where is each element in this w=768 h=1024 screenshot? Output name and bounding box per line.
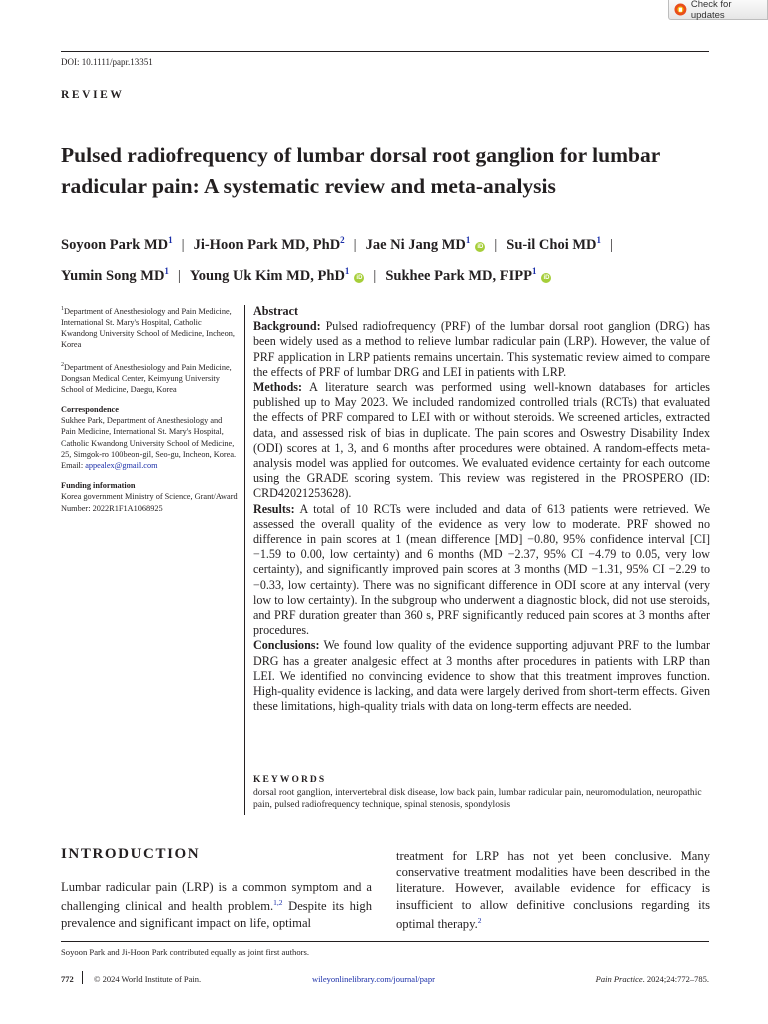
- title-line-2: radicular pain: A systematic review and meta-analysis: [61, 174, 556, 198]
- check-for-updates-label: Check for updates: [690, 0, 732, 21]
- page-number: 772: [61, 974, 74, 984]
- abstract-conclusions: Conclusions: We found low quality of the evidence supporting adjuvant PRF to the lumbar DRG has a greater analgesic effect at 3 months after procedures in patients with LRP than LEI. We identified no convincing evidence to show that this treatment improves function. High-quality evidence is lacking, and data were largely derived from short-term effects. Given these limitations, high-quality trials with data on long-term effects are needed.: [253, 638, 710, 714]
- affiliation-2: $^2$Department of Anesthesiology and Pain Medicine, Dongsan Medical Center, Keimyung University School of Medicine, Daegu, Korea: [61, 361, 232, 394]
- footer-divider: [82, 971, 83, 984]
- email-label: Email:: [61, 460, 84, 470]
- article-title: [61, 140, 711, 202]
- abstract-background: Background: Pulsed radiofrequency (PRF) of the lumbar dorsal root ganglion (DRG) has been widely used as a method to relieve lumbar radicular pain (LRP). However, the value of PRF application in LRP patients remains uncertain. This systematic review aimed to compare the effects of PRF of lumbar DRG and LEI in patients with LRP.: [253, 319, 710, 379]
- keywords: [253, 775, 710, 812]
- citation-link[interactable]: 1,2: [273, 898, 283, 908]
- author-affiliation[interactable]: 1: [596, 235, 602, 245]
- author-name[interactable]: Jae Ni Jang MD: [365, 237, 466, 253]
- header-rule: [61, 51, 709, 52]
- orcid-icon[interactable]: iD: [477, 244, 484, 250]
- introduction-heading: INTRODUCTION: [61, 846, 201, 862]
- footnote-rule: [61, 941, 709, 942]
- correspondence: [61, 404, 239, 471]
- funding-heading: Funding information: [61, 481, 136, 491]
- funding-text: Korea government Ministry of Science, Grant/Award Number: 2022R1F1A1068925: [61, 492, 238, 513]
- author-name[interactable]: Su-il Choi MD: [506, 237, 597, 253]
- journal-citation: Pain Practice. 2024;24:772–785.: [595, 974, 709, 984]
- abstract-divider: [244, 305, 245, 815]
- affiliation-1: $^1$Department of Anesthesiology and Pain Medicine, International St. Mary's Hospital, Catholic Kwandong University School of Medicine, Incheon, Korea: [61, 306, 235, 350]
- keywords-heading: KEYWORDS: [253, 775, 327, 785]
- article-sidebar: [61, 304, 239, 523]
- author-list: Soyoon Park $MD^1$ | Ji-Hoon Park MD, PhD$^2$ | Jae Ni Jang $MD^1iD$ | Su-il Choi $MD^1$ | Yumin Song $MD^1$ | Young Uk Kim MD, PhD$^1$iD | Sukhee Park MD, FIPP$^1$iD: [61, 235, 613, 284]
- author-name[interactable]: Yumin Song MD: [61, 268, 165, 284]
- abstract-results: Results: A total of 10 RCTs were included and data of 613 patients were retrieved. We assessed the overall quality of the evidence as very low to moderate. PRF showed no difference in pain scores at 1 (mean difference [MD] −0.80, 95% confidence interval [CI] −1.59 to 0.00, low certainty) and 6 months (MD −2.37, 95% CI −4.79 to 0.05, very low certainty), and significantly improved pain scores at 3 months (MD −1.31, 95% CI −2.29 to −0.33, low certainty). There was no significant difference in ODI score at any interval (very low to low certainty). In the subgroup who underwent a diagnostic block, did not use steroids, and PRF duration greater than 360 s, PRF significantly reduced pain scores at 3 months after procedures.: [253, 501, 710, 638]
- abstract-methods: Methods: A literature search was performed using well-known databases for articles published up to May 2023. We included randomized controlled trials (RCTs) that evaluated the effects of PRF compared to LEI with or without steroids. We screened articles, extracted data, and assessed risk of bias in duplicate. The pain scores and Oswestry Disability Index (ODI) scores at 1, 3, and 6 months after procedures were obtained. A random-effects meta-analysis model was applied for outcomes. We evaluated evidence certainty for each outcome using the GRADE scoring system. This review was registered in the PROSPERO (ID: CRD42021253628).: [253, 380, 711, 501]
- author-name[interactable]: Soyoon Park MD: [61, 237, 169, 253]
- author-affiliation[interactable]: 1: [465, 235, 471, 245]
- author-affiliation[interactable]: 2: [340, 235, 345, 245]
- journal-url-link[interactable]: wileyonlinelibrary.com/journal/papr: [312, 974, 435, 984]
- funding-information: [61, 480, 239, 514]
- check-for-updates-button[interactable]: [668, 0, 768, 20]
- title-line-1: Pulsed radiofrequency of lumbar dorsal root ganglion for lumbar: [61, 143, 661, 167]
- doi: DOI: 10.1111/papr.13351: [61, 57, 153, 67]
- footnote: Soyoon Park and Ji-Hoon Park contributed equally as joint first authors.: [61, 947, 309, 957]
- citation-link[interactable]: 2: [477, 915, 482, 925]
- abstract: [253, 304, 710, 714]
- author-name[interactable]: Ji-Hoon Park MD, PhD: [193, 237, 341, 253]
- section-label: REVIEW: [61, 89, 125, 101]
- author-affiliation[interactable]: 1: [168, 235, 173, 245]
- orcid-icon[interactable]: iD: [356, 275, 363, 281]
- copyright: © 2024 World Institute of Pain.: [94, 974, 202, 984]
- crossmark-icon: [674, 3, 687, 16]
- body-column-left: Lumbar radicular pain (LRP) is a common symptom and a challenging clinical and health problem.$^{1,2}$ Despite its high prevalence and significant impact on life, optimal: [61, 880, 372, 930]
- author-affiliation[interactable]: 1: [531, 266, 537, 276]
- author-affiliation[interactable]: 1: [164, 266, 169, 276]
- author-affiliation[interactable]: 1: [344, 266, 350, 276]
- email-link[interactable]: appealex@gmail.com: [85, 460, 158, 470]
- author-name[interactable]: Young Uk Kim MD, PhD: [189, 268, 345, 284]
- correspondence-text: Sukhee Park, Department of Anesthesiology and Pain Medicine, International St. Mary's Hospital, Catholic Kwandong University School of Medicine, 25, Simgok-ro 100beon-gil, Seo-gu, Incheon, Korea.: [61, 416, 237, 459]
- correspondence-heading: Correspondence: [61, 404, 119, 414]
- abstract-heading: Abstract: [253, 304, 299, 318]
- author-name[interactable]: Sukhee Park MD, FIPP: [385, 268, 532, 284]
- keywords-text: dorsal root ganglion, intervertebral disk disease, low back pain, lumbar radicular pain, neuromodulation, neuropathic pain, pulsed radiofrequency technique, spinal stenosis, spondylosis: [253, 787, 702, 811]
- orcid-icon[interactable]: iD: [543, 275, 550, 281]
- body-column-right: treatment for LRP has not yet been conclusive. Many conservative treatment modalities have been described in the literature. However, available evidence for efficacy is insufficient to allow definitive conclusions regarding its optimal therapy.$^2$: [396, 849, 710, 931]
